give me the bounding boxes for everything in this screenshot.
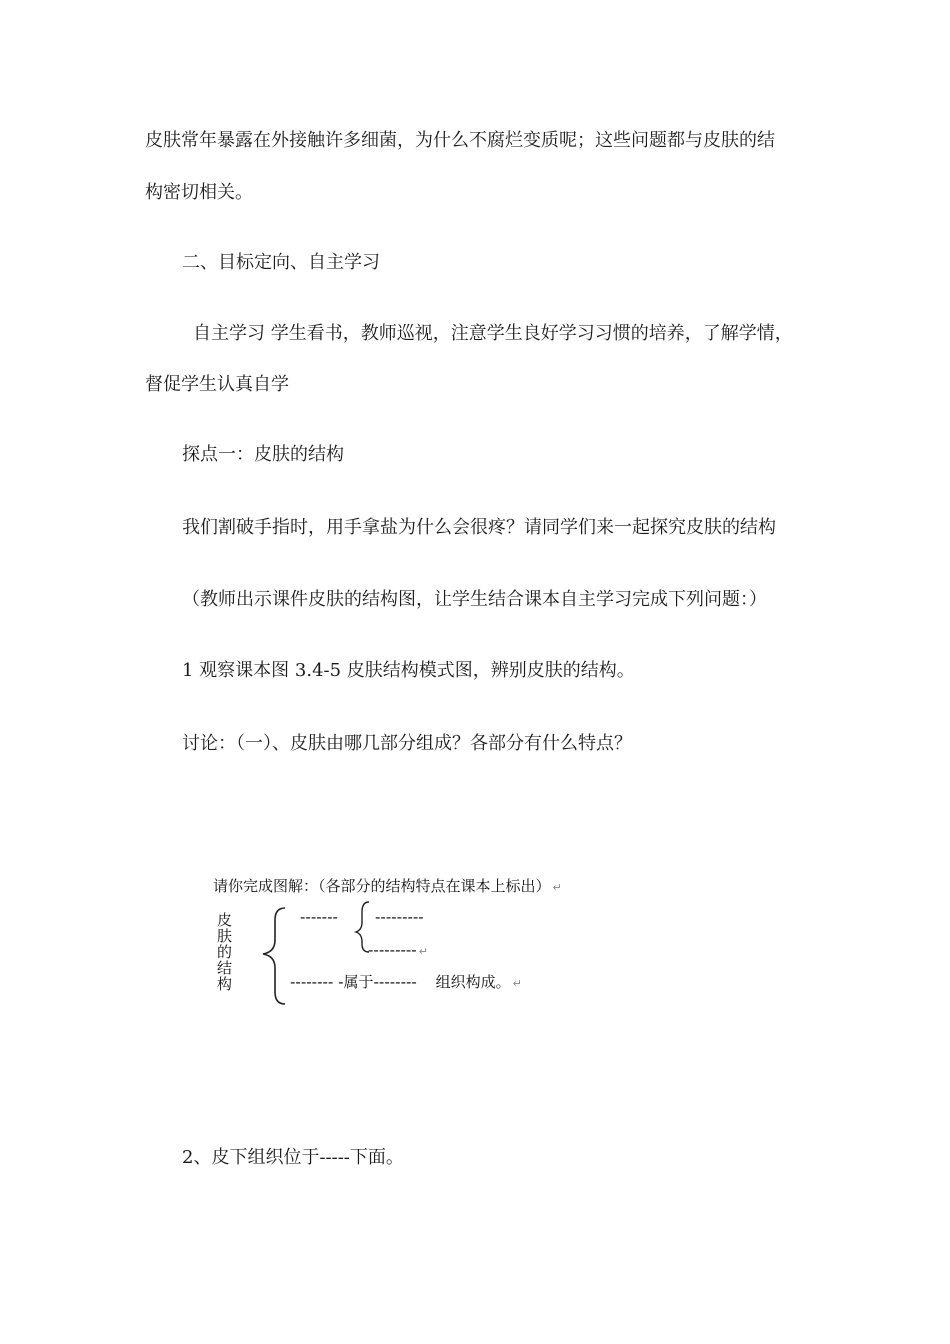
bottom-blank-start: --------: [290, 973, 334, 991]
paragraph-intro-line2: 构密切相关。: [145, 182, 253, 203]
skin-structure-diagram: [205, 868, 625, 1018]
paragraph-observe: 1 观察课本图 3.4-5 皮肤结构模式图，辨别皮肤的结构。: [182, 660, 635, 681]
blank-sub2: [368, 941, 428, 961]
vertical-label-skin-structure: 皮肤的结构: [217, 911, 233, 993]
paragraph-discussion: 讨论：（一）、皮肤由哪几部分组成？各部分有什么特点？: [182, 733, 632, 754]
blank-sub2-text: ---------: [368, 941, 417, 959]
paragraph-teacher-note: （教师出示课件皮肤的结构图，让学生结合课本自主学习完成下列问题：）: [182, 589, 767, 610]
return-mark: ↵: [418, 945, 428, 958]
blank-top: -------: [300, 908, 338, 926]
bottom-line: [290, 973, 522, 993]
paragraph-self-study-line1: 自主学习 学生看书，教师巡视，注意学生良好学习习惯的培养，了解学情，: [193, 323, 793, 344]
diagram-title-text: 请你完成图解：（各部分的结构特点在课本上标出）: [213, 877, 551, 895]
blank-sub1: ---------: [375, 908, 424, 926]
large-brace: [263, 908, 285, 1004]
section-heading: 二、目标定向、自主学习: [182, 252, 380, 273]
point1-heading: 探点一：皮肤的结构: [182, 444, 344, 465]
paragraph-subcutaneous: 2、皮下组织位于-----下面。: [182, 1147, 404, 1168]
paragraph-self-study-line2: 督促学生认真自学: [145, 374, 289, 395]
diagram-title: [213, 877, 562, 897]
bottom-end: 组织构成。: [435, 973, 511, 991]
paragraph-intro-line1: 皮肤常年暴露在外接触许多细菌，为什么不腐烂变质呢；这些问题都与皮肤的结: [145, 130, 775, 151]
bottom-belongs: -属于--------: [338, 973, 417, 991]
paragraph-question: 我们割破手指时，用手拿盐为什么会很疼？请同学们来一起探究皮肤的结构: [182, 517, 776, 538]
return-mark: ↵: [552, 881, 562, 894]
return-mark: ↵: [512, 977, 522, 990]
